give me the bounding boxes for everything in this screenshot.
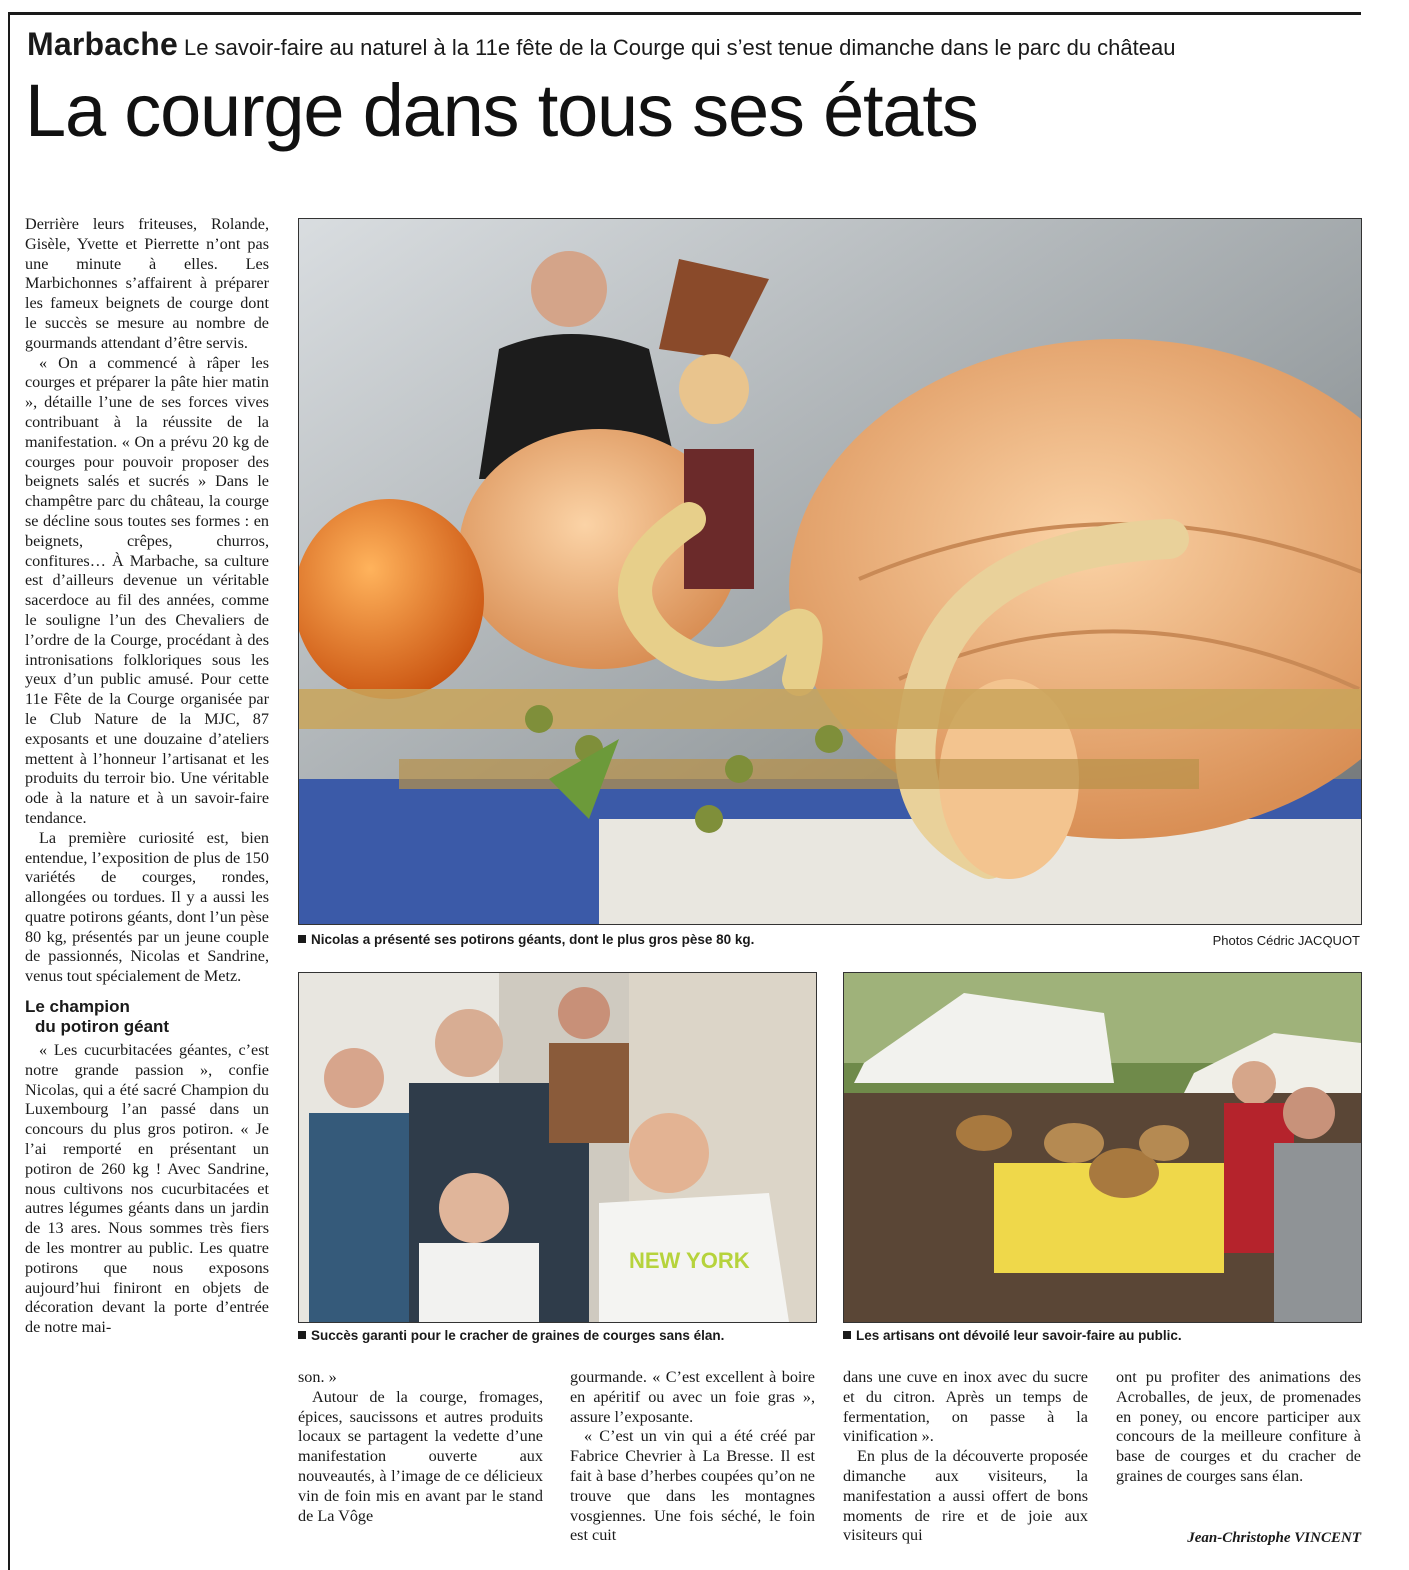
top-rule	[8, 12, 1361, 15]
caption-text: Nicolas a présenté ses potirons géants, dont le plus gros pèse 80 kg.	[311, 932, 755, 947]
caption-bullet-icon	[298, 935, 306, 943]
photo-seed-spitting	[298, 972, 817, 1323]
subheading-line-1: Le champion	[25, 997, 130, 1017]
paragraph: « C’est un vin qui a été créé par Fabrice Chevrier à La Bresse. Il est fait à base d’herbes coupées qu’on ne trouve que dans les montagnes vosgiennes. Une fois séché, le foin est cuit	[570, 1427, 815, 1545]
caption-text: Les artisans ont dévoilé leur savoir-faire au public.	[856, 1328, 1182, 1343]
paragraph: « Les cucurbitacées géantes, c’est notre grande passion », confie Nicolas, qui a été sacré Champion du Luxembourg l’an passé dans un concours du plus gros potiron. « Je l’ai remporté en présentant un potiron de 260 kg ! Avec Sandrine, nous cultivons nos cucurbitacées et autres légumes géants dans un jardin de 13 ares. Nous sommes très fiers de les montrer au public. Les quatre potirons que nous exposons aujourd’hui finiront en objets de décoration devant la porte d’entrée de notre mai-	[25, 1041, 269, 1337]
paragraph: Autour de la courge, fromages, épices, saucissons et autres produits locaux se partagent la vedette d’une manifestation ouverte aux nouveautés, à l’image de ce délicieux vin de foin mis en avant par le stand de La Vôge	[298, 1387, 543, 1525]
kicker-subtitle: Le savoir-faire au naturel à la 11e fête de la Courge qui s’est tenue dimanche dans le parc du château	[184, 35, 1176, 60]
paragraph: ont pu profiter des animations des Acroballes, de jeux, de promenades en poney, ou encore participer aux concours de la meilleure confiture à base de courges et du cracher de graines de courges sans élan.	[1116, 1368, 1361, 1485]
pumpkins-illustration	[299, 219, 1361, 924]
article-column-5	[1116, 1368, 1361, 1487]
subheading-line-2: du potiron géant	[35, 1017, 170, 1037]
caption-artisans-photo	[843, 1328, 1182, 1343]
kicker	[27, 26, 1175, 63]
paragraph: Derrière leurs friteuses, Rolande, Gisèle, Yvette et Pierrette n’ont pas une minute à elles. Les Marbichonnes s’affairent à préparer les fameux beignets de courge dont le succès se mesure au nombre de gourmands attendant d’être servis.	[25, 215, 269, 352]
paragraph: gourmande. « C’est excellent à boire en apéritif ou avec un foie gras », assure l’exposante.	[570, 1368, 815, 1426]
article-column-2	[298, 1368, 543, 1526]
caption-text: Succès garanti pour le cracher de graines de courges sans élan.	[311, 1328, 725, 1343]
paragraph: dans une cuve en inox avec du sucre et du citron. Après un temps de fermentation, on passe à la vinification ».	[843, 1368, 1088, 1446]
paragraph: « On a commencé à râper les courges et préparer la pâte hier matin », détaille l’une de ses forces vives contribuant à la réussite de la manifestation. « On a prévu 20 kg de courges pour pouvoir proposer des beignets salés et sucrés » Dans le champêtre parc du château, la courge se décline sous toutes ses formes : en beignets, crêpes, churros, confitures… À Marbache, sa culture est d’ailleurs devenue un véritable sacerdoce au fil des années, comme le souligne l’un des Chevaliers de l’ordre de la Courge, procédant à des intronisations folkloriques sous les yeux d’un public amusé. Pour cette 11e Fête de la Courge organisée par le Club Nature de la MJC, 87 exposants et une douzaine d’ateliers mettent à l’honneur l’artisanat et les produits du terroir bio. Une véritable ode à la nature et à un savoir-faire tendance.	[25, 353, 269, 827]
seed-spitting-illustration	[299, 973, 816, 1322]
article-column-1	[25, 215, 269, 1338]
town-name: Marbache	[27, 26, 178, 62]
paragraph: En plus de la découverte proposée dimanche aux visiteurs, la manifestation a aussi offert de bons moments de rire et de joie aux visiteurs qui	[843, 1447, 1088, 1545]
author-signature: Jean-Christophe VINCENT	[1187, 1530, 1361, 1546]
subheading	[25, 997, 269, 1037]
photo-giant-pumpkins	[298, 218, 1362, 925]
caption-bullet-icon	[843, 1331, 851, 1339]
artisans-illustration	[844, 973, 1361, 1322]
caption-kids-photo	[298, 1328, 724, 1343]
photo-credit: Photos Cédric JACQUOT	[1212, 933, 1360, 948]
paragraph: La première curiosité est, bien entendue, l’exposition de plus de 150 variétés de courges, rondes, allongées ou tordues. Il y a aussi les quatre potirons géants, dont l’un pèse 80 kg, présentés par un jeune couple de passionnés, Nicolas et Sandrine, venus tout spécialement de Metz.	[25, 828, 269, 986]
caption-bullet-icon	[298, 1331, 306, 1339]
headline: La courge dans tous ses états	[25, 69, 978, 152]
article-column-4	[843, 1368, 1088, 1546]
article-column-3	[570, 1368, 815, 1546]
paragraph: son. »	[298, 1368, 337, 1386]
left-rule	[8, 12, 10, 1570]
caption-main-photo	[298, 932, 754, 947]
photo-artisans	[843, 972, 1362, 1323]
shirt-print: NEW YORK	[629, 1248, 750, 1273]
